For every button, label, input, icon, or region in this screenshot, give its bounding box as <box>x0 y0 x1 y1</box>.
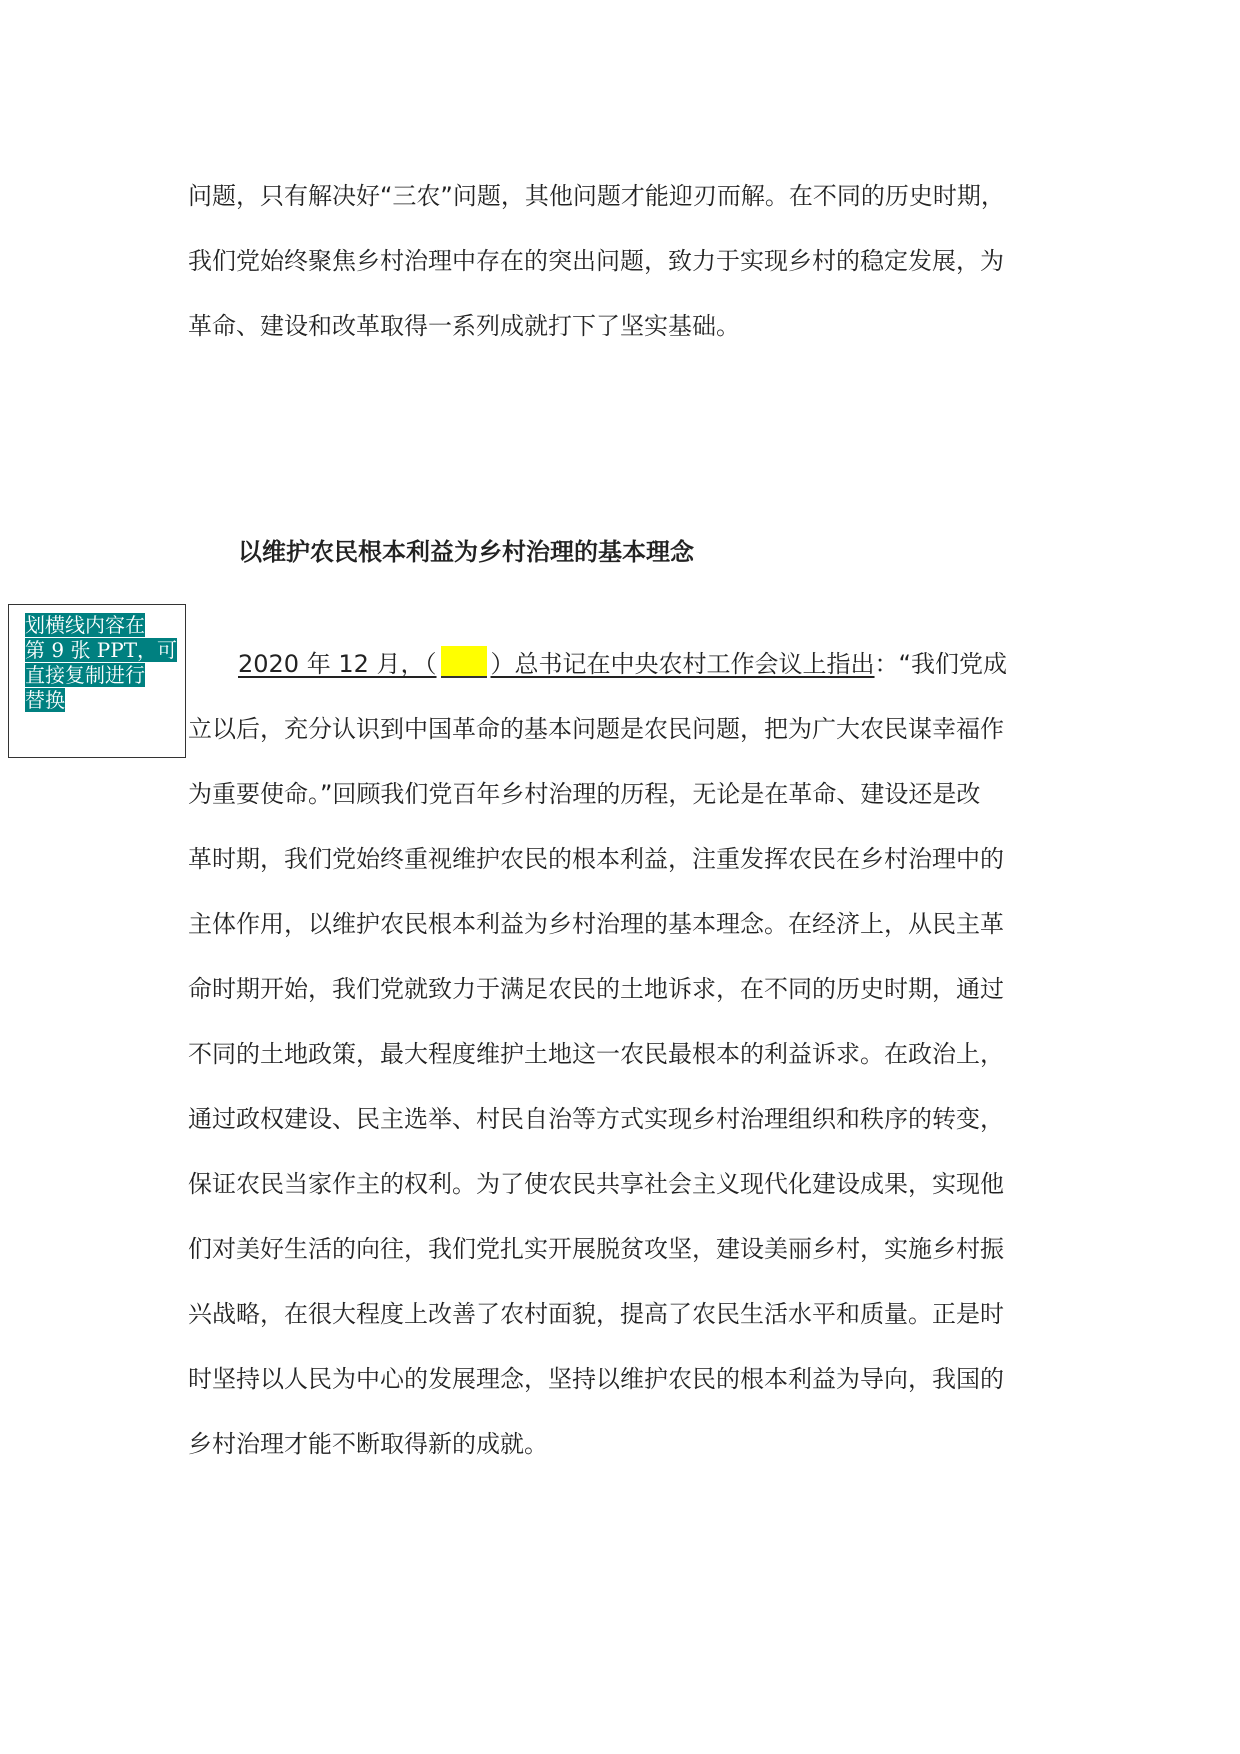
section-heading: 以维护农民根本利益为乡村治理的基本理念 <box>238 538 694 566</box>
paragraph-line: 问题，只有解决好“三农”问题，其他问题才能迎刃而解。在不同的历史时期， <box>188 182 1005 210</box>
underlined-text: 2020 年 12 月，（ <box>238 650 437 678</box>
paragraph-line: 兴战略，在很大程度上改善了农村面貌，提高了农民生活水平和质量。正是时 <box>188 1300 1004 1328</box>
paragraph-line: 时坚持以人民为中心的发展理念，坚持以维护农民的根本利益为导向，我国的 <box>188 1365 1004 1393</box>
paragraph-first-line <box>238 646 1007 682</box>
side-note-text <box>25 613 181 713</box>
paragraph-line: 革时期，我们党始终重视维护农民的根本利益，注重发挥农民在乡村治理中的 <box>188 845 1004 873</box>
paragraph-line: 通过政权建设、民主选举、村民自治等方式实现乡村治理组织和秩序的转变， <box>188 1105 1004 1133</box>
paragraph-line: 们对美好生活的向往，我们党扎实开展脱贫攻坚，建设美丽乡村，实施乡村振 <box>188 1235 1004 1263</box>
paragraph-line: 不同的土地政策，最大程度维护土地这一农民最根本的利益诉求。在政治上， <box>188 1040 1004 1068</box>
paragraph-line: 保证农民当家作主的权利。为了使农民共享社会主义现代化建设成果，实现他 <box>188 1170 1004 1198</box>
paragraph-line: 我们党始终聚焦乡村治理中存在的突出问题，致力于实现乡村的稳定发展，为 <box>188 247 1004 275</box>
paragraph-text: ：“我们党成 <box>874 650 1007 678</box>
fill-in-blank[interactable] <box>441 646 487 678</box>
underlined-text: ）总书记在中央农村工作会议上指出 <box>490 650 875 678</box>
paragraph-line: 为重要使命。”回顾我们党百年乡村治理的历程，无论是在革命、建设还是改 <box>188 780 981 808</box>
side-note-line: 直接复制进行 <box>25 663 145 687</box>
paragraph-line: 主体作用，以维护农民根本利益为乡村治理的基本理念。在经济上，从民主革 <box>188 910 1004 938</box>
paragraph-line: 革命、建设和改革取得一系列成就打下了坚实基础。 <box>188 312 740 340</box>
paragraph-line: 命时期开始，我们党就致力于满足农民的土地诉求，在不同的历史时期，通过 <box>188 975 1004 1003</box>
side-note-box <box>8 604 186 758</box>
paragraph-line: 立以后，充分认识到中国革命的基本问题是农民问题，把为广大农民谋幸福作 <box>188 715 1004 743</box>
side-note-line: 替换 <box>25 688 65 712</box>
paragraph-line: 乡村治理才能不断取得新的成就。 <box>188 1430 548 1458</box>
side-note-line: 第 9 张 PPT，可 <box>25 638 178 662</box>
side-note-line: 划横线内容在 <box>25 613 145 637</box>
